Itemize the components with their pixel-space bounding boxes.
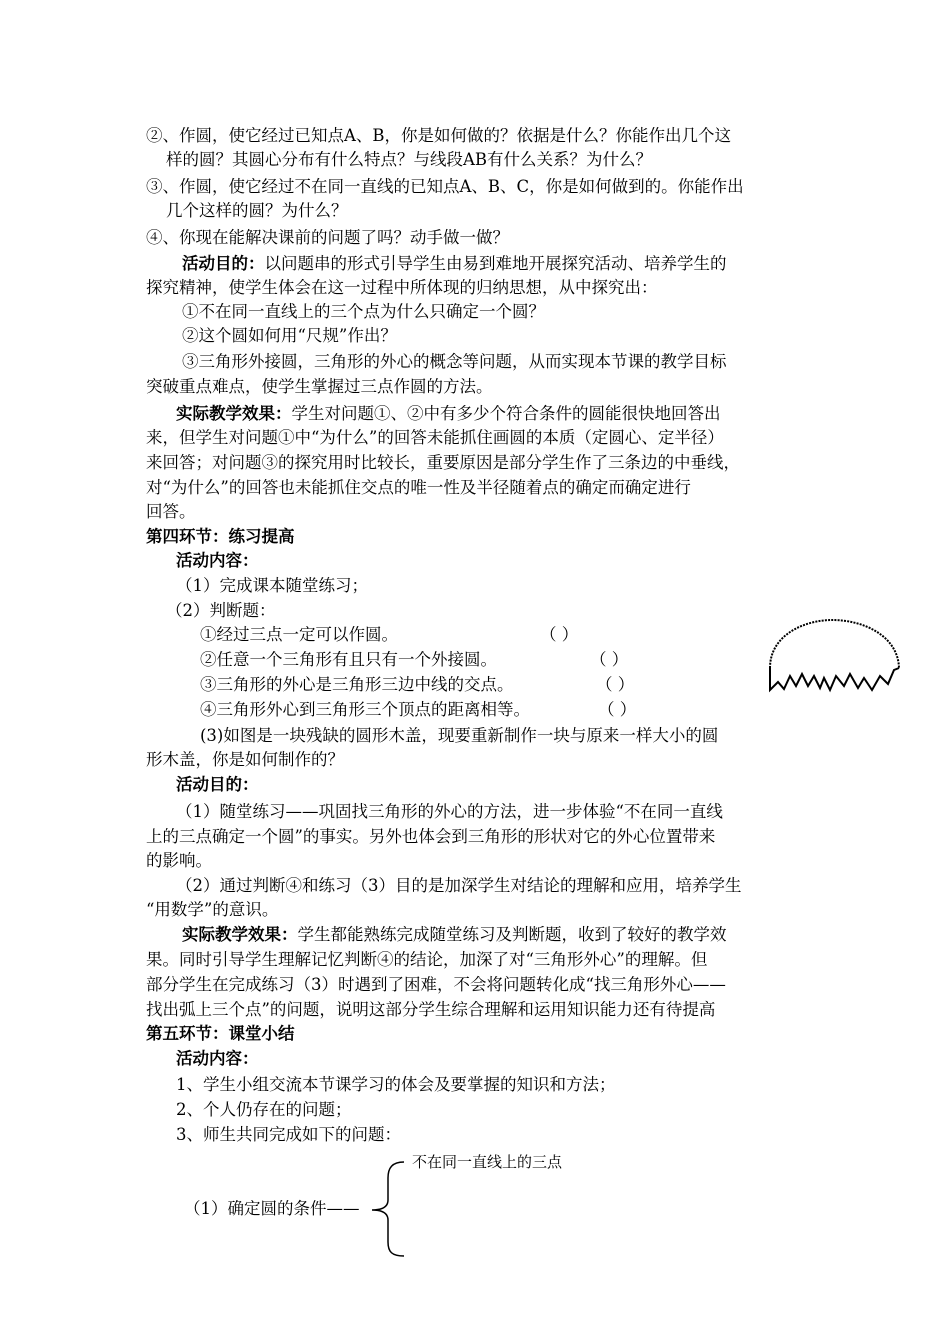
text-line [146, 825, 715, 849]
text-line [146, 948, 707, 972]
line-text: 形木盖，你是如何制作的？ [146, 750, 344, 769]
section-heading: 活动目的： [176, 775, 259, 794]
line-text: 来回答；对问题③的探究用时比较长，重要原因是部分学生作了三条边的中垂线， [146, 453, 740, 472]
text-line [146, 226, 509, 250]
text-line [146, 375, 493, 399]
section-heading: 活动内容： [176, 551, 259, 570]
text-line [146, 748, 344, 772]
line-text: 果。同时引导学生理解记忆判断④的结论，加深了对“三角形外心”的理解。但 [146, 950, 708, 969]
text-line [146, 998, 715, 1022]
line-text: ③三角形外接圆，三角形的外心的概念等问题，从而实现本节课的教学目标 [182, 352, 727, 371]
line-text: 对“为什么”的回答也未能抓住交点的唯一性及半径随着点的确定而确定进行 [146, 478, 691, 497]
answer-blank: （ ） [540, 625, 579, 644]
text-line [182, 350, 727, 374]
line-text: 样的圆？其圆心分布有什么特点？与线段AB有什么关系？为什么？ [166, 150, 653, 169]
text-line [200, 724, 718, 748]
line-text: 找出弧上三个点”的问题，说明这部分学生综合理解和运用知识能力还有待提高 [146, 1000, 716, 1019]
text-line [146, 426, 724, 450]
line-text: 几个这样的圆？为什么？ [166, 201, 348, 220]
text-line [182, 252, 727, 276]
line-text: 以问题串的形式引导学生由易到难地开展探究活动、培养学生的 [264, 254, 727, 273]
text-line [176, 1073, 616, 1097]
text-line [146, 898, 278, 922]
line-text: ④、你现在能解决课前的问题了吗？动手做一做？ [146, 228, 509, 247]
line-text: 上的三点确定一个圆”的事实。另外也体会到三角形的形状对它的外心位置带来 [146, 827, 716, 846]
line-text: （1）随堂练习——巩固找三角形的外心的方法，进一步体验“不在同一直线 [176, 802, 723, 821]
line-text: （2）通过判断④和练习（3）目的是加深学生对结论的理解和应用，培养学生 [176, 876, 742, 895]
line-text: ④三角形外心到三角形三个顶点的距离相等。 [200, 700, 530, 719]
line-text: (3)如图是一块残缺的圆形木盖，现要重新制作一块与原来一样大小的圆 [200, 726, 719, 745]
text-line [166, 599, 276, 623]
inline-label: 活动目的： [182, 254, 265, 273]
text-line [176, 1123, 401, 1147]
line-text: 1、学生小组交流本节课学习的体会及要掌握的知识和方法； [176, 1075, 616, 1094]
line-text: ②这个圆如何用“尺规”作出？ [182, 326, 397, 345]
text-line [176, 800, 723, 824]
text-line [200, 648, 497, 672]
line-text: （1）完成课本随堂练习； [176, 576, 368, 595]
line-text: 来，但学生对问题①中“为什么”的回答未能抓住画圆的本质（定圆心、定半径） [146, 428, 724, 447]
text-line [166, 199, 348, 223]
curly-brace [370, 1160, 410, 1260]
line-text: 的影响。 [146, 851, 212, 870]
line-text: 部分学生在完成练习（3）时遇到了困难，不会将问题转化成“找三角形外心—— [146, 975, 726, 994]
text-line [200, 673, 514, 697]
inline-label: 实际教学效果： [182, 925, 298, 944]
line-text: ②、作圆，使它经过已知点A、B，你是如何做的？依据是什么？你能作出几个这 [146, 126, 732, 145]
text-line [176, 574, 368, 598]
text-line [146, 451, 740, 475]
answer-blank: （ ） [596, 675, 635, 694]
text-line [146, 849, 212, 873]
text-line [200, 698, 530, 722]
answer-blank: （ ） [598, 700, 637, 719]
broken-circular-lid-figure [766, 616, 906, 696]
text-line [182, 300, 545, 324]
line-text: “用数学”的意识。 [146, 900, 279, 919]
text-line [146, 175, 744, 199]
line-text: ③、作圆，使它经过不在同一直线的已知点A、B、C，你是如何做到的。你能作出 [146, 177, 744, 196]
text-line [146, 973, 726, 997]
text-line [146, 276, 658, 300]
line-text: （2）判断题： [166, 601, 276, 620]
line-text: 学生对问题①、②中有多少个符合条件的圆能很快地回答出 [291, 404, 721, 423]
text-line [182, 324, 397, 348]
line-text: ③三角形的外心是三角形三边中线的交点。 [200, 675, 514, 694]
text-line [200, 623, 398, 647]
text-line [176, 402, 721, 426]
line-text: 3、师生共同完成如下的问题： [176, 1125, 401, 1144]
line-text: ①不在同一直线上的三个点为什么只确定一个圆？ [182, 302, 545, 321]
text-line [176, 1098, 352, 1122]
line-text: 回答。 [146, 502, 196, 521]
section-heading: 活动内容： [176, 1049, 259, 1068]
text-line [166, 148, 652, 172]
section-heading: 第四环节：练习提高 [146, 527, 295, 546]
line-text: 探究精神，使学生体会在这一过程中所体现的归纳思想，从中探究出： [146, 278, 658, 297]
summary-branch-top: 不在同一直线上的三点 [412, 1153, 563, 1171]
text-line [176, 874, 742, 898]
text-line [182, 923, 727, 947]
line-text: ①经过三点一定可以作圆。 [200, 625, 398, 644]
answer-blank: （ ） [590, 650, 629, 669]
text-line [146, 476, 691, 500]
text-line [146, 500, 196, 524]
line-text: 学生都能熟练完成随堂练习及判断题，收到了较好的教学效 [297, 925, 727, 944]
summary-condition-label: （1）确定圆的条件—— [184, 1199, 360, 1218]
line-text: 突破重点难点，使学生掌握过三点作圆的方法。 [146, 377, 493, 396]
inline-label: 实际教学效果： [176, 404, 292, 423]
section-heading: 第五环节：课堂小结 [146, 1024, 295, 1043]
line-text: ②任意一个三角形有且只有一个外接圆。 [200, 650, 497, 669]
line-text: 2、个人仍存在的问题； [176, 1100, 352, 1119]
text-line [146, 124, 731, 148]
